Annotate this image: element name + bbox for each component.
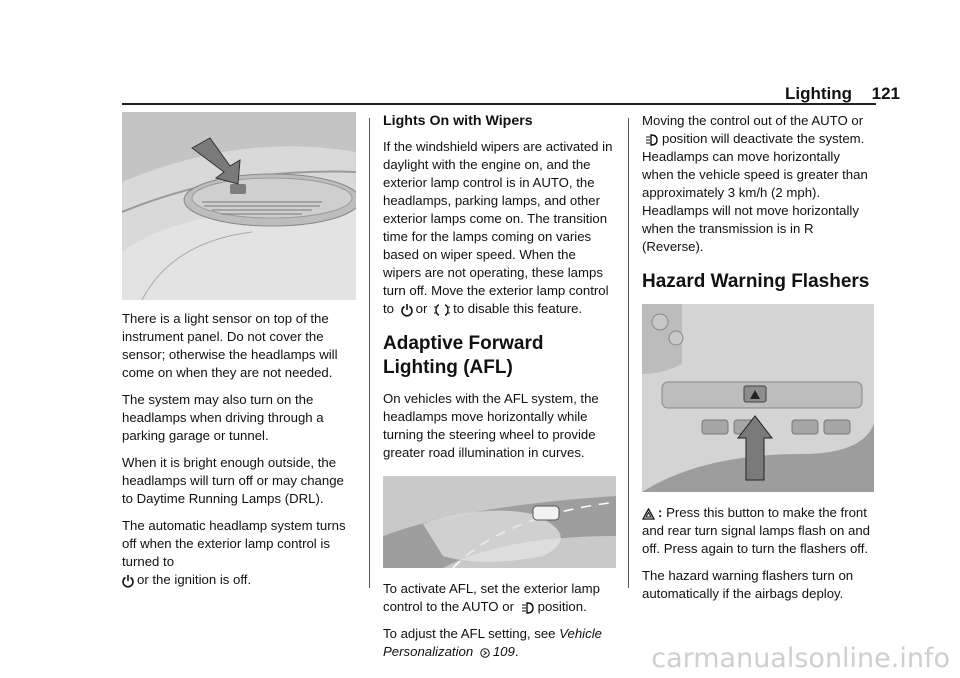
afl-paragraph: On vehicles with the AFL system, the headlamps move horizontally while turning the steering wheel to provide greater road illumination in curves. [383,391,599,460]
afl-adjust-paragraph: To adjust the AFL setting, see Vehicle Personalization 109. [383,626,602,659]
page-header [0,0,960,110]
headlamp-icon [521,601,535,615]
power-off-icon [122,574,134,588]
page-number: 121 [871,84,900,103]
vehicle-personalization-link[interactable]: Vehicle Personalization [383,626,602,659]
parking-lamp-icon [434,303,450,317]
drl-paragraph: When it is bright enough outside, the headlamps will turn off or may change to Daytime Running Lamps (DRL). [122,455,344,506]
column-divider-2 [628,118,629,588]
auto-off-paragraph: The automatic headlamp system turns off when the exterior lamp control is turned to or the ignition is off. [122,518,346,587]
hazard-triangle-icon [642,508,655,520]
hazard-paragraph: : Press this button to make the front and rear turn signal lamps flash on and off. Press again to turn the flashers off. [642,505,870,556]
column-3 [642,112,874,612]
hazard-heading: Hazard Warning Flashers [642,271,870,292]
watermark: carmanualsonline.info [651,643,950,674]
sensor-paragraph: There is a light sensor on top of the instrument panel. Do not cover the sensor; otherwise the headlamps will come on when they are not needed. [122,311,338,380]
garage-paragraph: The system may also turn on the headlamps when driving through a parking garage or tunnel. [122,392,324,443]
afl-heading: Adaptive Forward Lighting (AFL) [383,333,544,378]
headlamp-icon [645,133,659,147]
hazard-button-illustration [642,304,874,492]
column-1 [122,112,356,598]
page-reference[interactable]: 109 [492,644,515,659]
column-divider-1 [369,118,370,588]
wipers-paragraph: If the windshield wipers are activated in daylight with the engine on, and the exterior lamp control is in AUTO, the headlamps, parking lamps, and other exterior lamps come on. The transition time for the lamps coming on varies based on wiper speed. When the wipers are not operating, these lamps turn off. Move the exterior lamp control to or to disable this feature. [383,139,613,316]
wipers-heading: Lights On with Wipers [383,113,533,129]
section-title: Lighting [784,84,852,103]
afl-road-illustration [383,476,616,568]
afl-deactivate-paragraph: Moving the control out of the AUTO or position will deactivate the system. Headlamps can move horizontally when the vehicle speed is greater than approximately 3 km/h (2 mph). Headlamps will not move horizontally when the transmission is in R (Reverse). [642,113,868,254]
afl-activate-paragraph: To activate AFL, set the exterior lamp control to the AUTO or position. [383,581,600,614]
column-2 [383,112,616,670]
power-off-icon [401,303,413,317]
light-sensor-illustration [122,112,356,300]
header-rule [122,103,876,105]
airbag-paragraph: The hazard warning flashers turn on automatically if the airbags deploy. [642,568,854,601]
